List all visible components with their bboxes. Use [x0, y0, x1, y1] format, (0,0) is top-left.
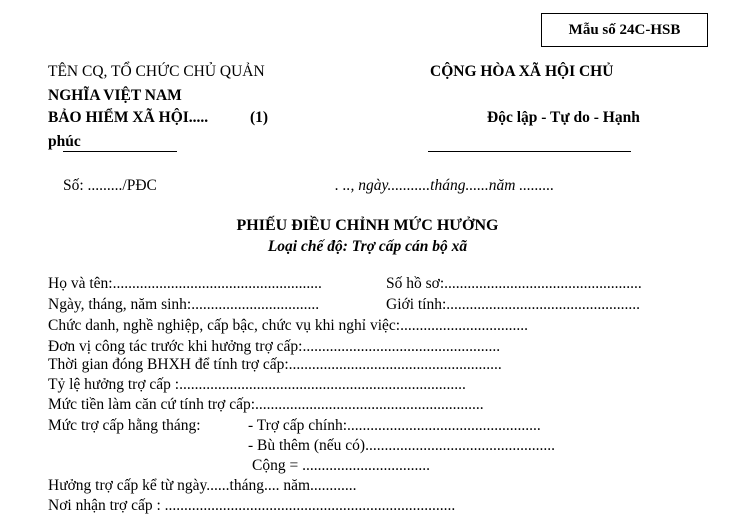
header-agency-note: (1) [250, 109, 269, 126]
form-code: Mẫu số 24C-HSB [568, 21, 681, 38]
field-receive: Nơi nhận trợ cấp : ........................................................................... [48, 497, 456, 514]
field-position: Chức danh, nghề nghiệp, cấp bậc, chức vụ khi nghỉ việc:................................. [48, 317, 528, 334]
header-republic-line2: NGHĨA VIỆT NAM [48, 87, 182, 104]
field-name: Họ và tên:...................................................... [48, 275, 322, 292]
header-left-underline [63, 151, 177, 152]
field-workplace: Đơn vị công tác trước khi hưởng trợ cấp:................................................... [48, 338, 501, 355]
field-rate: Tỷ lệ hưởng trợ cấp :.......................................................................... [48, 376, 466, 393]
header-org-line1: TÊN CQ, TỔ CHỨC CHỦ QUẢN [48, 63, 265, 80]
field-base: Mức tiền làm căn cứ tính trợ cấp:........................................................... [48, 396, 484, 413]
field-monthly-main: - Trợ cấp chính:.................................................. [248, 417, 541, 434]
field-start: Hưởng trợ cấp kể từ ngày......tháng.... năm............ [48, 477, 357, 494]
doc-number: Số: ........./PĐC [63, 177, 157, 194]
header-motto-end: phúc [48, 133, 81, 150]
field-monthly-total: Cộng = ................................. [252, 457, 430, 474]
field-gender: Giới tính:.................................................. [386, 296, 641, 313]
field-dob: Ngày, tháng, năm sinh:................................. [48, 296, 320, 313]
field-monthly-label: Mức trợ cấp hằng tháng: [48, 417, 201, 434]
header-motto: Độc lập - Tự do - Hạnh [487, 109, 640, 126]
form-code-box [541, 13, 708, 47]
header-agency: BẢO HIỂM XÃ HỘI..... [48, 109, 209, 126]
doc-date: . .., ngày...........tháng......năm ......... [335, 177, 555, 194]
header-republic-line1: CỘNG HÒA XÃ HỘI CHỦ [430, 63, 614, 80]
doc-title: PHIẾU ĐIỀU CHỈNH MỨC HƯỞNG [236, 217, 499, 234]
field-monthly-extra: - Bù thêm (nếu có)................................................. [248, 437, 555, 454]
header-right-underline [428, 151, 631, 152]
doc-subtitle: Loại chế độ: Trợ cấp cán bộ xã [267, 238, 468, 255]
field-period: Thời gian đóng BHXH để tính trợ cấp:....................................................... [48, 356, 502, 373]
field-file-no: Số hồ sơ:................................................... [386, 275, 642, 292]
